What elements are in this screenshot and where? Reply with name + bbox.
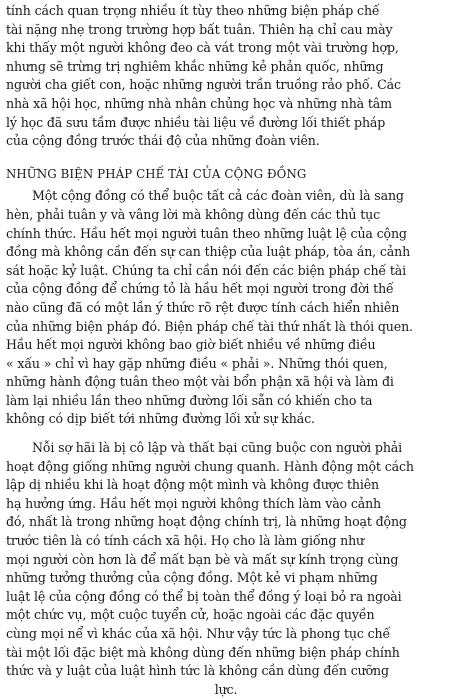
text-line: Một cộng đồng có thể buộc tất cả các đoàn viên, dù là sang (32, 188, 404, 204)
text-line: lập dị nhiều khi là hoạt động một mình và không được thiên (6, 477, 379, 493)
text-line: tài một lối đặc biệt mà không dùng đến những biện pháp chính (6, 644, 400, 660)
paragraph-sanctions (6, 187, 446, 429)
text-line: hèn, phải tuân y và vâng lời mà không dùng đến các thủ tục (6, 206, 381, 222)
text-line: sát hoặc kỷ luật. Chúng ta chỉ cần nói đến các biện pháp chế tài (6, 262, 407, 278)
text-line: hoạt động giống những người chung quanh. Hành động một cách (6, 458, 414, 474)
paragraph-gap (6, 429, 446, 439)
text-line: cùng mọi nể vì khác của xã hội. Như vậy tức là phong tục chế (6, 626, 391, 641)
text-line: Nỗi sợ hãi là bị cô lập và thất bại cũng buộc con người phải (32, 440, 403, 456)
text-line: chính thức. Hầu hết mọi người tuân theo những luật lệ của cộng (6, 225, 407, 241)
text-line: không có dịp biết tới những đường lối xử sự khác. (6, 411, 315, 427)
text-line: nào cũng đã có một lần ý thức rõ rệt được tính cách hiển nhiên (6, 299, 400, 315)
document-page (6, 2, 446, 697)
text-line: nhưng sẽ trừng trị nghiêm khắc những kẻ phản quốc, những (6, 58, 384, 74)
text-line: nhà xã hội học, những nhà nhân chủng học và những nhà tâm (6, 95, 392, 111)
text-line: mọi người còn hơn là để mất bạn bè và mất sự kính trọng cùng (6, 551, 399, 567)
text-line: những hành động tuân theo một vài bổn phận xã hội và làm đi (6, 374, 394, 390)
text-line: những tưởng thưởng của cộng đồng. Một kẻ vi phạm những (6, 570, 378, 586)
text-line: của cộng đồng để chứng tỏ là hầu hết mọi người trong đời thế (6, 281, 394, 297)
text-line: tính cách quan trọng nhiều ít tùy theo những biện pháp chế (6, 3, 380, 18)
text-line: đồng mà không cần đến sự can thiệp của luật pháp, tòa án, cảnh (6, 244, 411, 260)
paragraph-intro (6, 2, 446, 151)
text-line: Hầu hết mọi người không bao giờ biết nhiều về những điều (6, 337, 376, 353)
text-line: một chức vụ, một cuộc tuyển cử, hoặc ngoài các đặc quyền (6, 607, 375, 623)
text-line: khi thấy một người không đeo cà vát trong một vài trường hợp, (6, 40, 399, 56)
paragraph-fear (6, 439, 446, 699)
section-heading: NHỮNG BIỆN PHÁP CHẾ TÀI CỦA CỘNG ĐỒNG (6, 166, 307, 181)
text-line: của cộng đồng trước thái độ của những đoàn viên. (6, 133, 320, 149)
text-line: « xấu » chỉ vì hay gặp những điều « phải ». Những thói quen, (6, 355, 388, 371)
text-line: người cha giết con, hoặc những người trần truồng rảo phố. Các (6, 77, 401, 93)
text-line: thức và y luật của luật hình tức là không cần dùng đến cưỡng (6, 663, 389, 679)
text-line: trước tiên là có tính cách xã hội. Họ cho là làm giống như (6, 533, 364, 549)
text-line: hạ hưởng ứng. Hầu hết mọi người không thích làm vào cảnh (6, 495, 382, 511)
text-line: lực. (214, 681, 238, 697)
text-line: của những biện pháp đó. Biện pháp chế tài thứ nhất là thói quen. (6, 318, 413, 334)
text-line: lý học đã sưu tầm được nhiều tài liệu về đường lối thiết pháp (6, 114, 386, 130)
text-line: làm lại nhiều lần theo những đường lối sẵn có khiến cho ta (6, 392, 373, 408)
text-line: đó, nhất là trong những hoạt động chính trị, là những hoạt động (6, 514, 407, 530)
text-line: luật lệ của cộng đồng có thể bị toàn thể đồng ý loại bỏ ra ngoài (6, 588, 402, 604)
text-line: tài nặng nhẹ trong trường hợp bất tuân. Thiên hạ chỉ cau mày (6, 21, 393, 37)
